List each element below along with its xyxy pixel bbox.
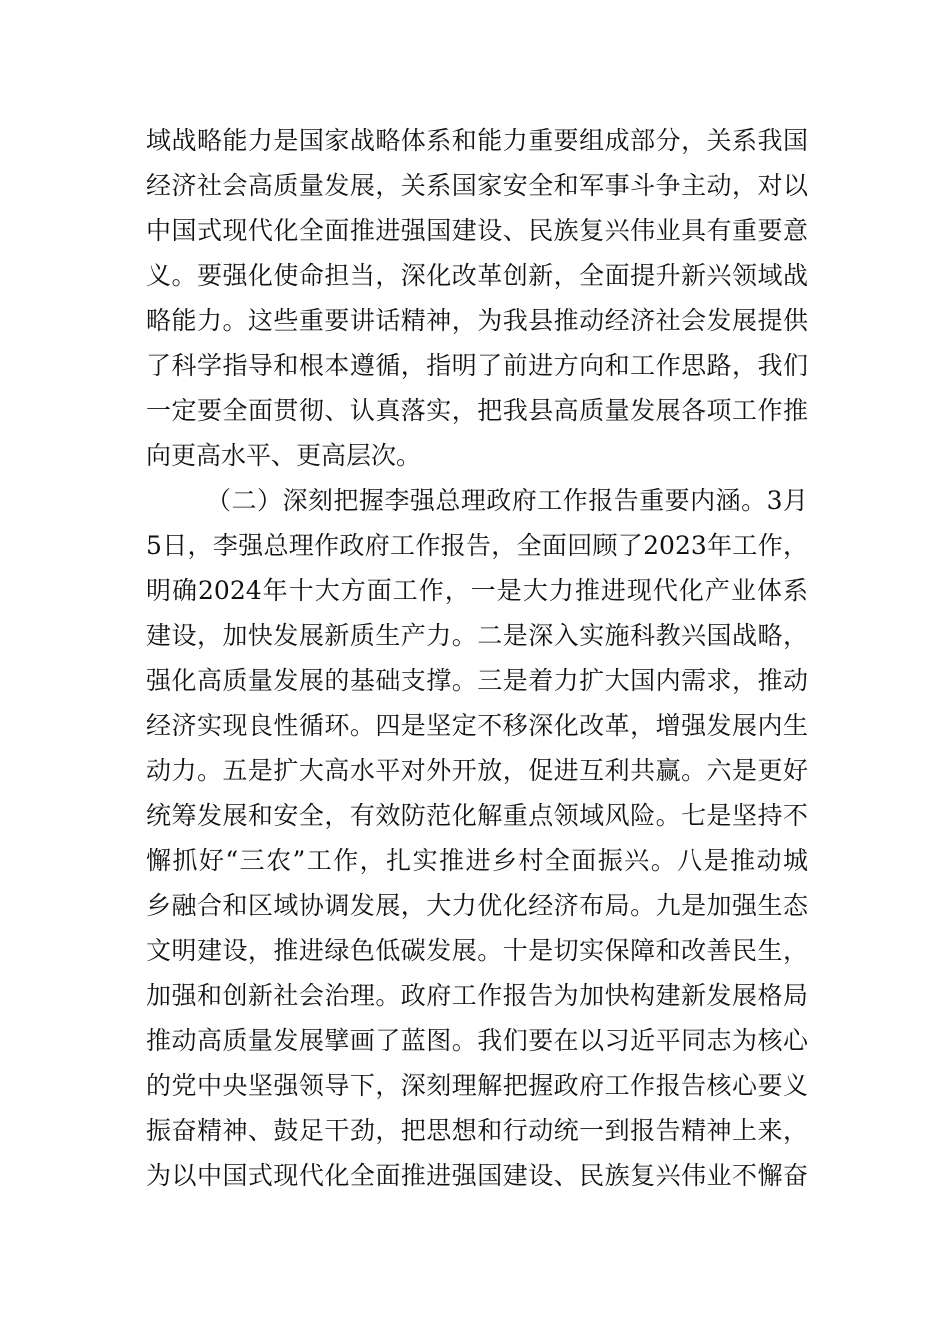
paragraph-line: 明确2024年十大方面工作，一是大力推进现代化产业体系: [146, 576, 808, 605]
paragraph-line: 振奋精神、鼓足干劲，把思想和行动统一到报告精神上来，: [146, 1116, 808, 1145]
paragraph-line: 义。要强化使命担当，深化改革创新，全面提升新兴领域战: [146, 261, 808, 290]
paragraph-line: 域战略能力是国家战略体系和能力重要组成部分，关系我国: [146, 126, 808, 155]
paragraph-1: [146, 118, 808, 478]
paragraph-line: 为以中国式现代化全面推进强国建设、民族复兴伟业不懈奋: [146, 1161, 808, 1190]
paragraph-line: 统筹发展和安全，有效防范化解重点领域风险。七是坚持不: [146, 801, 808, 830]
paragraph-line: 略能力。这些重要讲话精神，为我县推动经济社会发展提供: [146, 306, 808, 335]
paragraph-line: 经济社会高质量发展，关系国家安全和军事斗争主动，对以: [146, 171, 808, 200]
paragraph-line: 了科学指导和根本遵循，指明了前进方向和工作思路，我们: [146, 351, 808, 380]
paragraph-line: 加强和创新社会治理。政府工作报告为加快构建新发展格局: [146, 981, 808, 1010]
paragraph-line: 强化高质量发展的基础支撑。三是着力扩大国内需求，推动: [146, 666, 808, 695]
paragraph-line: 一定要全面贯彻、认真落实，把我县高质量发展各项工作推: [146, 396, 808, 425]
paragraph-line: 文明建设，推进绿色低碳发展。十是切实保障和改善民生，: [146, 936, 808, 965]
paragraph-line: 建设，加快发展新质生产力。二是深入实施科教兴国战略，: [146, 621, 808, 650]
paragraph-line: 推动高质量发展擘画了蓝图。我们要在以习近平同志为核心: [146, 1026, 808, 1055]
paragraph-line: 的党中央坚强领导下，深刻理解把握政府工作报告核心要义: [146, 1071, 808, 1100]
paragraph-line: 5日，李强总理作政府工作报告，全面回顾了2023年工作，: [146, 531, 808, 560]
section-heading-line: （二）深刻把握李强总理政府工作报告重要内涵。3月: [206, 486, 808, 515]
paragraph-line: 懈抓好“三农”工作，扎实推进乡村全面振兴。八是推动城: [146, 846, 808, 875]
paragraph-line: 动力。五是扩大高水平对外开放，促进互利共赢。六是更好: [146, 756, 808, 785]
document-body: [146, 118, 808, 1198]
paragraph-line: 乡融合和区域协调发展，大力优化经济布局。九是加强生态: [146, 891, 808, 920]
paragraph-line: 向更高水平、更高层次。: [146, 441, 422, 470]
paragraph-line: 经济实现良性循环。四是坚定不移深化改革，增强发展内生: [146, 711, 808, 740]
paragraph-line: 中国式现代化全面推进强国建设、民族复兴伟业具有重要意: [146, 216, 808, 245]
paragraph-2: [146, 478, 808, 1198]
